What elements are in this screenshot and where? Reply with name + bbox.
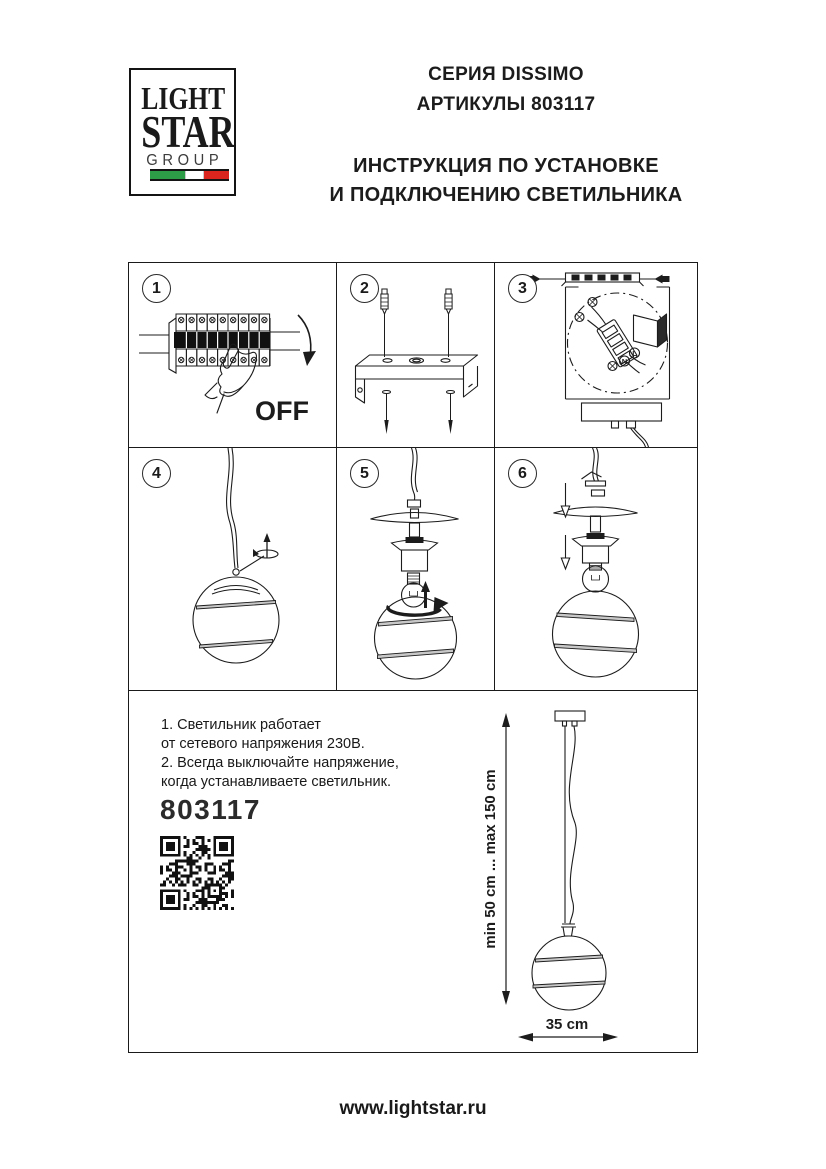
height-range-label: min 50 cm ... max 150 cm: [482, 769, 499, 949]
instruction-title: [300, 152, 712, 210]
step-2-number: 2: [350, 274, 379, 303]
article-title: АРТИКУЛЫ 803117: [416, 94, 596, 115]
series-title: СЕРИЯ DISSIMO: [428, 64, 584, 85]
step-4-panel: [129, 448, 337, 691]
flag-green: [150, 171, 185, 179]
logo-word-group: GROUP: [146, 152, 224, 169]
rotate-bulb-arrow: [388, 581, 449, 615]
instruction-title-line1: ИНСТРУКЦИЯ ПО УСТАНОВКЕ: [353, 155, 659, 177]
step-3-number: 3: [508, 274, 537, 303]
width-label: 35 cm: [545, 1016, 589, 1033]
height-dimension: [482, 713, 510, 1005]
notes-and-dimensions: [129, 691, 697, 1051]
flag-red: [204, 171, 229, 179]
flag-white: [185, 171, 204, 179]
step-1-panel: [129, 263, 337, 448]
step-6-panel: [495, 448, 697, 691]
terminal-block: [575, 298, 667, 374]
dimension-drawing: [129, 691, 699, 1051]
step-4-number: 4: [142, 459, 171, 488]
logo-word-star: STAR: [141, 107, 235, 157]
header: [300, 60, 712, 210]
italian-flag-bar: [150, 169, 229, 181]
terminal-l-label: L: [632, 349, 637, 358]
off-label: OFF: [255, 396, 309, 426]
step-6-number: 6: [508, 459, 537, 488]
note-line-1: 1. Светильник работает: [161, 717, 321, 733]
article-number: 803117: [160, 794, 261, 825]
instruction-title-line2: И ПОДКЛЮЧЕНИЮ СВЕТИЛЬНИКА: [329, 184, 683, 206]
logo-word-light: LIGHT: [141, 80, 226, 116]
note-line-4: когда устанавливаете светильник.: [161, 774, 392, 790]
step-3-panel: [495, 263, 697, 448]
rotate-down-arrow: [298, 315, 311, 357]
note-line-3: 2. Всегда выключайте напряжение,: [161, 755, 399, 771]
width-dimension: [518, 1016, 618, 1042]
note-line-2: от сетевого напряжения 230В.: [161, 736, 365, 752]
step-1-number: 1: [142, 274, 171, 303]
step-2-panel: [337, 263, 495, 448]
instruction-grid: [128, 262, 698, 1053]
website-url: www.lightstar.ru: [339, 1098, 487, 1119]
lightstar-logo: [129, 68, 236, 196]
terminal-n-label: N: [621, 357, 628, 366]
step-5-number: 5: [350, 459, 379, 488]
step-5-panel: [337, 448, 495, 691]
